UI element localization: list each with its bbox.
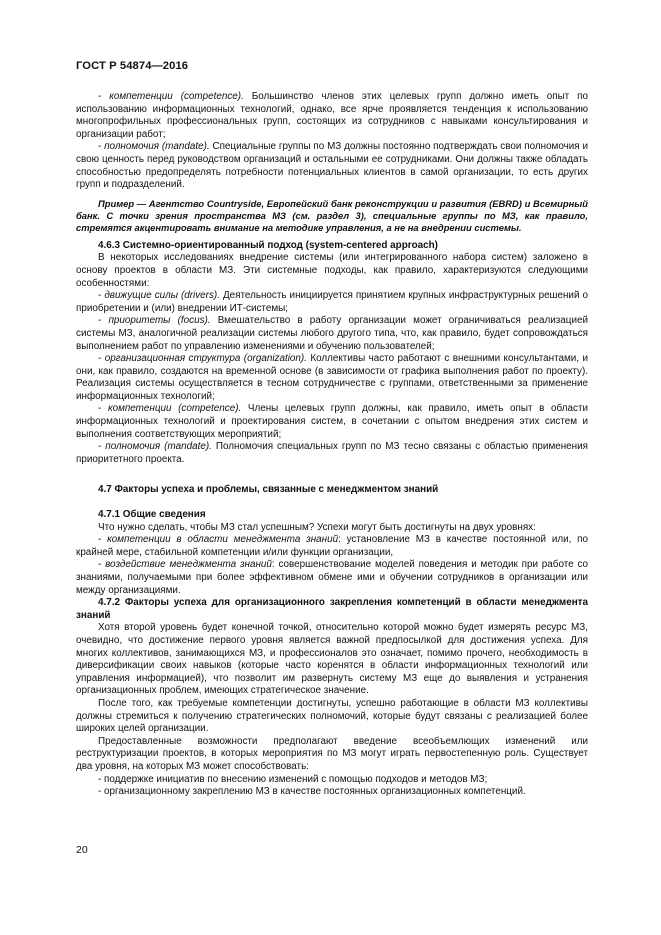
paragraph-text: Коллективы часто работают с внешними консультантами, и они, как правило, создаются на временной основе (в зависимости от графика выполнения работ по проекту). Реализация системы осуществляется в тесном сотрудничестве с группами, ответственными за применение информационных технологий; bbox=[76, 353, 588, 402]
list-item: - поддержке инициатив по внесению изменений с помощью подходов и методов МЗ; bbox=[98, 773, 488, 785]
paragraph-text: Специальные группы по МЗ должны постоянно подтверждать свои полномочия и свою ценность перед руководством организаций и остальными ее сотрудниками. Они должны также обладать способностью предопределять потребности потенциальных клиентов в самой организации, то есть других групп и подразделений. bbox=[76, 141, 588, 191]
term: компетенции (competence). bbox=[107, 403, 242, 415]
paragraph-text: Полномочия специальных групп по МЗ тесно связаны с областью применения приоритетного проекта. bbox=[76, 441, 588, 465]
paragraph-text: Деятельность инициируется принятием крупных инфраструктурных решений о приобретении и (или) внедрении ИТ-системы; bbox=[76, 290, 588, 314]
term: полномочия (mandate). bbox=[104, 141, 210, 153]
paragraph-text: Члены целевых групп должны, как правило, иметь опыт в области информационных технологий и проектирования систем, в сочетании с опытом внедрения этих систем и выполнения соответствующих мероприятий; bbox=[76, 403, 588, 440]
term: воздействие менеджмента знаний bbox=[105, 559, 272, 571]
paragraph: - компетенции (competence). Большинство членов этих целевых групп должно иметь опыт по использованию информационных технологий, однако, все ярче проявляется тенденция к использованию многопрофильных профессиональных групп, состоящих из сотрудников с навыками консультирования и организации работ; bbox=[76, 91, 588, 140]
term: компетенции (competence). bbox=[109, 91, 244, 102]
paragraph: - воздействие менеджмента знаний: совершенствование моделей поведения и методик при работе со знаниями, получаемыми при более эффективном обмене ими и обучении сотрудников в организации или между организациями. bbox=[76, 559, 588, 596]
paragraph-text: : установление МЗ в качестве постоянной или, по крайней мере, стабильной компетенции и/или функции организации, bbox=[76, 534, 588, 558]
section-heading-4-7: 4.7 Факторы успеха и проблемы, связанные с менеджментом знаний bbox=[98, 484, 439, 496]
paragraph: Что нужно сделать, чтобы МЗ стал успешным? Успехи могут быть достигнуты на двух уровнях: bbox=[98, 521, 536, 533]
section-heading-4-7-1: 4.7.1 Общие сведения bbox=[98, 509, 206, 521]
paragraph: Хотя второй уровень будет конечной точкой, относительно которой можно будет измерять ресурс МЗ, очевидно, что достижение первого уровня является важной предпосылкой для достижения успеха. Для многих коллективов, занимающихся МЗ, и профессионалов это означает, помимо прочего, необходимость в диверсификации своих навыков (которые часто коренятся в области информационных технологий или управления информацией), что позволит им развернуть систему МЗ еще до выявления и устранения организационных проблем, имеющих стратегическое значение. bbox=[76, 622, 588, 697]
page-number: 20 bbox=[76, 844, 88, 856]
paragraph: В некоторых исследованиях внедрение системы (или интегрированного набора систем) заложено в основу проектов в области МЗ. Эти системные подходы, как правило, характеризуются следующими особенностями: bbox=[76, 252, 588, 289]
paragraph: - полномочия (mandate). Полномочия специальных групп по МЗ тесно связаны с областью применения приоритетного проекта. bbox=[76, 441, 588, 465]
paragraph-text: Большинство членов этих целевых групп должно иметь опыт по использованию информационных технологий, однако, все ярче проявляется тенденция к использованию многопрофильных профессиональных групп, состоящих из сотрудников с навыками консультирования и организации работ; bbox=[76, 91, 588, 140]
paragraph-text: : совершенствование моделей поведения и методик при работе со знаниями, получаемыми при более эффективном обмене ими и обучении сотрудников в организации или между организациями. bbox=[76, 559, 588, 596]
page-body bbox=[76, 91, 588, 799]
term: компетенции в области менеджмента знаний bbox=[107, 534, 339, 546]
term: движущие силы (drivers). bbox=[104, 290, 220, 302]
paragraph: - приоритеты (focus). Вмешательство в работу организации может ограничиваться реализацией системы МЗ, аналогичной реализации системы любого другого типа, что, как правило, будет сопровождаться выполнением работ по управлению изменениями и обучению пользователей; bbox=[76, 315, 588, 352]
section-heading-4-6-3: 4.6.3 Системно-ориентированный подход (system-centered approach) bbox=[98, 239, 438, 251]
paragraph-text: Вмешательство в работу организации может ограничиваться реализацией системы МЗ, аналогичной реализации системы любого другого типа, что, как правило, будет сопровождаться выполнением работ по управлению изменениями и обучению пользователей; bbox=[76, 315, 588, 352]
paragraph: - компетенции (competence). Члены целевых групп должны, как правило, иметь опыт в области информационных технологий и проектирования систем, в сочетании с опытом внедрения этих систем и выполнения соответствующих мероприятий; bbox=[76, 403, 588, 440]
paragraph: - полномочия (mandate). Специальные группы по МЗ должны постоянно подтверждать свои полномочия и свою ценность перед руководством организаций и остальными ее сотрудниками. Они должны также обладать способностью предопределять потребности потенциальных клиентов в самой организации, то есть других групп и подразделений. bbox=[76, 141, 588, 191]
paragraph: - компетенции в области менеджмента знаний: установление МЗ в качестве постоянной или, по крайней мере, стабильной компетенции и/или функции организации, bbox=[76, 534, 588, 558]
list-item: - организационному закреплению МЗ в качестве постоянных организационных компетенций. bbox=[98, 786, 526, 798]
paragraph: После того, как требуемые компетенции достигнуты, успешно работающие в области МЗ коллективы должны стремиться к получению стратегических полномочий, которые будут связаны с реализацией более широких целей организации. bbox=[76, 697, 588, 735]
paragraph: - движущие силы (drivers). Деятельность инициируется принятием крупных инфраструктурных решений о приобретении и (или) внедрении ИТ-системы; bbox=[76, 290, 588, 314]
paragraph: - организационная структура (organization). Коллективы часто работают с внешними консультантами, и они, как правило, создаются на временной основе (в зависимости от графика выполнения работ по проекту). Реализация системы осуществляется в тесном сотрудничестве с группами, ответственными за применение информационных технологий; bbox=[76, 353, 588, 402]
term: приоритеты (focus). bbox=[108, 315, 211, 327]
section-heading-4-7-2: 4.7.2 Факторы успеха для организационного закрепления компетенций в области менеджмента знаний bbox=[76, 597, 588, 621]
page-header-standard-code: ГОСТ Р 54874—2016 bbox=[76, 60, 189, 72]
term: полномочия (mandate). bbox=[105, 441, 212, 453]
term: организационная структура (organization). bbox=[104, 353, 307, 365]
paragraph: Предоставленные возможности предполагают введение всеобъемлющих изменений или реструктуризации проектов, в которых мероприятия по МЗ могут играть первостепенную роль. Существует два уровня, на которых МЗ может способствовать: bbox=[76, 735, 588, 772]
example-note: Пример — Агентство Countryside, Европейский банк реконструкции и развития (EBRD) и Всемирный банк. С точки зрения пространства МЗ (см. раздел 3), специальные группы по МЗ, как правило, стремятся акцентировать внимание на методике управления, а не на внедрении системы. bbox=[76, 197, 588, 233]
